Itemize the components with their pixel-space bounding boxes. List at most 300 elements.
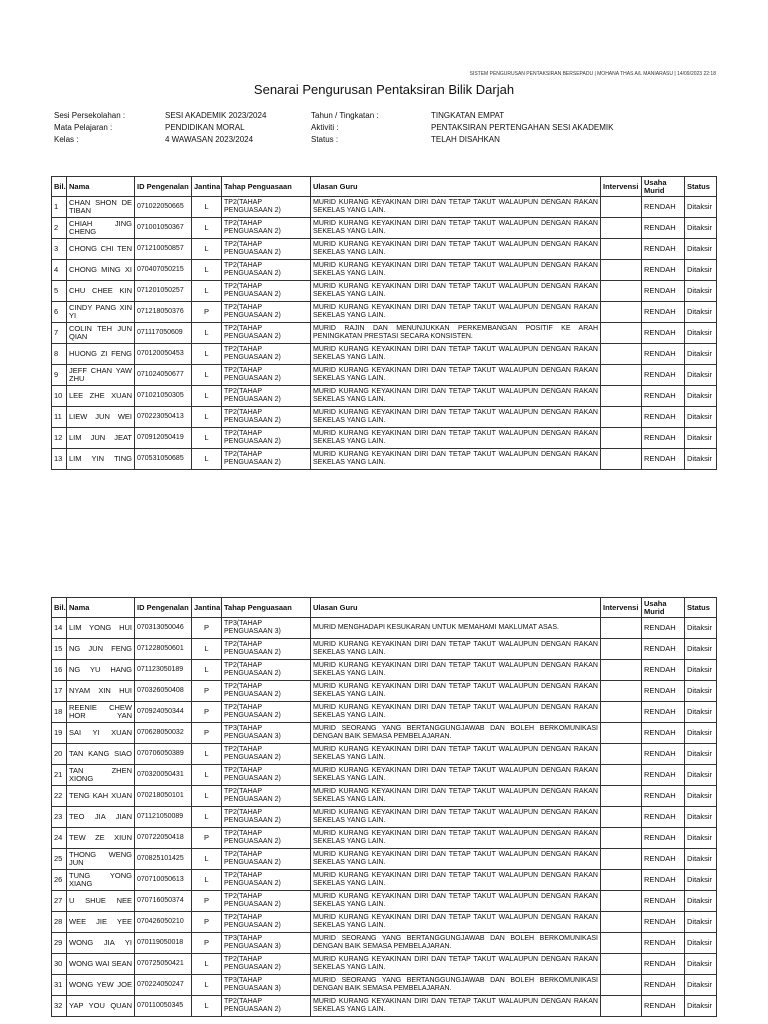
cell-nama: LIM YONG HUI: [67, 618, 135, 639]
cell-status: Ditaksir: [685, 449, 717, 470]
cell-nama: LIM YIN TING: [67, 449, 135, 470]
cell-id: 070722050418: [135, 828, 192, 849]
cell-jantina: P: [192, 681, 222, 702]
table-row: [52, 639, 717, 660]
cell-bil: 26: [52, 870, 67, 891]
meta-aktiviti-label: Aktiviti :: [311, 123, 339, 132]
cell-tahap: TP3(TAHAP PENGUASAAN 3): [222, 975, 311, 996]
table-row: [52, 344, 717, 365]
table-row: [52, 807, 717, 828]
cell-jantina: L: [192, 954, 222, 975]
cell-tahap: TP3(TAHAP PENGUASAAN 3): [222, 933, 311, 954]
cell-usaha: RENDAH: [642, 891, 685, 912]
cell-jantina: L: [192, 365, 222, 386]
cell-intervensi: [601, 239, 642, 260]
cell-tahap: TP2(TAHAP PENGUASAAN 2): [222, 218, 311, 239]
cell-nama: TAN ZHEN XIONG: [67, 765, 135, 786]
meta-sesi-label: Sesi Persekolahan :: [54, 111, 126, 120]
cell-usaha: RENDAH: [642, 660, 685, 681]
cell-tahap: TP2(TAHAP PENGUASAAN 2): [222, 996, 311, 1017]
cell-tahap: TP2(TAHAP PENGUASAAN 2): [222, 239, 311, 260]
cell-nama: YAP YOU QUAN: [67, 996, 135, 1017]
cell-nama: LIM JUN JEAT: [67, 428, 135, 449]
table-row: [52, 912, 717, 933]
page-title: Senarai Pengurusan Pentaksiran Bilik Darjah: [253, 82, 515, 97]
cell-intervensi: [601, 407, 642, 428]
column-header-jantina: Jantina: [192, 177, 222, 197]
cell-ulasan: MURID RAJIN DAN MENUNJUKKAN PERKEMBANGAN POSITIF KE ARAH PENINGKATAN PRESTASI SECARA KONSISTEN.: [311, 323, 601, 344]
cell-status: Ditaksir: [685, 281, 717, 302]
cell-ulasan: MURID KURANG KEYAKINAN DIRI DAN TETAP TAKUT WALAUPUN DENGAN RAKAN SEKELAS YANG LAIN.: [311, 428, 601, 449]
cell-nama: TENG KAH XUAN: [67, 786, 135, 807]
cell-bil: 16: [52, 660, 67, 681]
cell-status: Ditaksir: [685, 386, 717, 407]
cell-ulasan: MURID KURANG KEYAKINAN DIRI DAN TETAP TAKUT WALAUPUN DENGAN RAKAN SEKELAS YANG LAIN.: [311, 849, 601, 870]
cell-nama: WONG JIA YI: [67, 933, 135, 954]
cell-jantina: L: [192, 239, 222, 260]
table-row: [52, 870, 717, 891]
cell-intervensi: [601, 681, 642, 702]
cell-id: 070531050685: [135, 449, 192, 470]
table-row: [52, 744, 717, 765]
cell-id: 070628050032: [135, 723, 192, 744]
cell-id: 070706050389: [135, 744, 192, 765]
cell-tahap: TP2(TAHAP PENGUASAAN 2): [222, 281, 311, 302]
cell-status: Ditaksir: [685, 239, 717, 260]
cell-jantina: P: [192, 618, 222, 639]
table-row: [52, 407, 717, 428]
table-row: [52, 365, 717, 386]
table-row: [52, 681, 717, 702]
cell-jantina: P: [192, 828, 222, 849]
cell-id: 071121050089: [135, 807, 192, 828]
cell-intervensi: [601, 281, 642, 302]
cell-tahap: TP2(TAHAP PENGUASAAN 2): [222, 744, 311, 765]
cell-bil: 8: [52, 344, 67, 365]
cell-intervensi: [601, 218, 642, 239]
cell-intervensi: [601, 639, 642, 660]
cell-nama: TEW ZE XIUN: [67, 828, 135, 849]
cell-bil: 6: [52, 302, 67, 323]
cell-tahap: TP2(TAHAP PENGUASAAN 2): [222, 365, 311, 386]
cell-id: 071024050677: [135, 365, 192, 386]
column-header-status: Status: [685, 177, 717, 197]
cell-id: 070326050408: [135, 681, 192, 702]
cell-status: Ditaksir: [685, 786, 717, 807]
assessment-table-1: [51, 176, 717, 470]
cell-status: Ditaksir: [685, 660, 717, 681]
table-row: [52, 849, 717, 870]
cell-usaha: RENDAH: [642, 386, 685, 407]
cell-jantina: L: [192, 786, 222, 807]
table-row: [52, 765, 717, 786]
cell-status: Ditaksir: [685, 933, 717, 954]
cell-bil: 17: [52, 681, 67, 702]
meta-aktiviti-value: PENTAKSIRAN PERTENGAHAN SESI AKADEMIK: [431, 123, 614, 132]
cell-usaha: RENDAH: [642, 260, 685, 281]
cell-intervensi: [601, 323, 642, 344]
column-header-bil: Bil.: [52, 598, 67, 618]
cell-ulasan: MURID SEORANG YANG BERTANGGUNGJAWAB DAN BOLEH BERKOMUNIKASI DENGAN BAIK SEMASA PEMBELAJARAN.: [311, 933, 601, 954]
cell-nama: REENIE CHEW HOR YAN: [67, 702, 135, 723]
cell-nama: TAN KANG SIAO: [67, 744, 135, 765]
cell-status: Ditaksir: [685, 681, 717, 702]
cell-usaha: RENDAH: [642, 218, 685, 239]
cell-id: 071210050857: [135, 239, 192, 260]
cell-intervensi: [601, 996, 642, 1017]
cell-id: 070119050018: [135, 933, 192, 954]
cell-tahap: TP3(TAHAP PENGUASAAN 3): [222, 723, 311, 744]
table-row: [52, 302, 717, 323]
cell-ulasan: MURID KURANG KEYAKINAN DIRI DAN TETAP TAKUT WALAUPUN DENGAN RAKAN SEKELAS YANG LAIN.: [311, 786, 601, 807]
cell-ulasan: MURID KURANG KEYAKINAN DIRI DAN TETAP TAKUT WALAUPUN DENGAN RAKAN SEKELAS YANG LAIN.: [311, 891, 601, 912]
cell-bil: 3: [52, 239, 67, 260]
cell-ulasan: MURID KURANG KEYAKINAN DIRI DAN TETAP TAKUT WALAUPUN DENGAN RAKAN SEKELAS YANG LAIN.: [311, 996, 601, 1017]
table-row: [52, 954, 717, 975]
cell-status: Ditaksir: [685, 260, 717, 281]
meta-status-label: Status :: [311, 135, 339, 144]
cell-bil: 19: [52, 723, 67, 744]
cell-nama: LEE ZHE XUAN: [67, 386, 135, 407]
cell-tahap: TP2(TAHAP PENGUASAAN 2): [222, 660, 311, 681]
cell-jantina: L: [192, 765, 222, 786]
cell-ulasan: MURID KURANG KEYAKINAN DIRI DAN TETAP TAKUT WALAUPUN DENGAN RAKAN SEKELAS YANG LAIN.: [311, 954, 601, 975]
cell-jantina: P: [192, 891, 222, 912]
cell-nama: WONG WAI SEAN: [67, 954, 135, 975]
cell-usaha: RENDAH: [642, 407, 685, 428]
cell-intervensi: [601, 870, 642, 891]
cell-intervensi: [601, 702, 642, 723]
cell-bil: 27: [52, 891, 67, 912]
cell-bil: 21: [52, 765, 67, 786]
cell-tahap: TP2(TAHAP PENGUASAAN 2): [222, 407, 311, 428]
cell-intervensi: [601, 386, 642, 407]
cell-tahap: TP2(TAHAP PENGUASAAN 2): [222, 912, 311, 933]
cell-tahap: TP2(TAHAP PENGUASAAN 2): [222, 639, 311, 660]
cell-usaha: RENDAH: [642, 849, 685, 870]
cell-usaha: RENDAH: [642, 428, 685, 449]
assessment-table-2: [51, 597, 717, 1017]
cell-usaha: RENDAH: [642, 765, 685, 786]
cell-id: 070912050419: [135, 428, 192, 449]
cell-status: Ditaksir: [685, 828, 717, 849]
table-row: [52, 891, 717, 912]
cell-status: Ditaksir: [685, 407, 717, 428]
cell-nama: NYAM XIN HUI: [67, 681, 135, 702]
cell-usaha: RENDAH: [642, 323, 685, 344]
table-row: [52, 723, 717, 744]
cell-ulasan: MURID KURANG KEYAKINAN DIRI DAN TETAP TAKUT WALAUPUN DENGAN RAKAN SEKELAS YANG LAIN.: [311, 765, 601, 786]
cell-tahap: TP2(TAHAP PENGUASAAN 2): [222, 849, 311, 870]
cell-nama: WONG YEW JOE: [67, 975, 135, 996]
cell-usaha: RENDAH: [642, 912, 685, 933]
cell-status: Ditaksir: [685, 807, 717, 828]
cell-id: 070110050345: [135, 996, 192, 1017]
cell-tahap: TP2(TAHAP PENGUASAAN 2): [222, 449, 311, 470]
cell-jantina: P: [192, 912, 222, 933]
cell-id: 070407050215: [135, 260, 192, 281]
cell-id: 070426050210: [135, 912, 192, 933]
cell-bil: 29: [52, 933, 67, 954]
cell-bil: 31: [52, 975, 67, 996]
column-header-intervensi: Intervensi: [601, 598, 642, 618]
column-header-id: ID Pengenalan: [135, 177, 192, 197]
cell-id: 070218050101: [135, 786, 192, 807]
column-header-ulasan: Ulasan Guru: [311, 598, 601, 618]
cell-intervensi: [601, 828, 642, 849]
column-header-intervensi: Intervensi: [601, 177, 642, 197]
cell-intervensi: [601, 786, 642, 807]
column-header-status: Status: [685, 598, 717, 618]
table-row: [52, 260, 717, 281]
cell-bil: 18: [52, 702, 67, 723]
cell-nama: CHONG CHI TEN: [67, 239, 135, 260]
cell-intervensi: [601, 660, 642, 681]
cell-status: Ditaksir: [685, 197, 717, 218]
cell-ulasan: MURID KURANG KEYAKINAN DIRI DAN TETAP TAKUT WALAUPUN DENGAN RAKAN SEKELAS YANG LAIN.: [311, 449, 601, 470]
cell-jantina: L: [192, 449, 222, 470]
cell-jantina: L: [192, 744, 222, 765]
cell-status: Ditaksir: [685, 639, 717, 660]
cell-tahap: TP2(TAHAP PENGUASAAN 2): [222, 891, 311, 912]
cell-bil: 11: [52, 407, 67, 428]
cell-bil: 15: [52, 639, 67, 660]
cell-usaha: RENDAH: [642, 996, 685, 1017]
cell-intervensi: [601, 933, 642, 954]
cell-bil: 10: [52, 386, 67, 407]
cell-jantina: P: [192, 702, 222, 723]
table-row: [52, 618, 717, 639]
cell-nama: SAI YI XUAN: [67, 723, 135, 744]
meta-tahun-label: Tahun / Tingkatan :: [311, 111, 379, 120]
cell-bil: 7: [52, 323, 67, 344]
cell-ulasan: MURID KURANG KEYAKINAN DIRI DAN TETAP TAKUT WALAUPUN DENGAN RAKAN SEKELAS YANG LAIN.: [311, 660, 601, 681]
table-row: [52, 218, 717, 239]
cell-usaha: RENDAH: [642, 744, 685, 765]
cell-jantina: L: [192, 807, 222, 828]
column-header-usaha: Usaha Murid: [642, 177, 685, 197]
cell-nama: LIEW JUN WEI: [67, 407, 135, 428]
column-header-tahap: Tahap Penguasaan: [222, 598, 311, 618]
cell-jantina: L: [192, 197, 222, 218]
cell-ulasan: MURID KURANG KEYAKINAN DIRI DAN TETAP TAKUT WALAUPUN DENGAN RAKAN SEKELAS YANG LAIN.: [311, 197, 601, 218]
cell-jantina: L: [192, 386, 222, 407]
cell-intervensi: [601, 428, 642, 449]
cell-jantina: L: [192, 660, 222, 681]
cell-ulasan: MURID KURANG KEYAKINAN DIRI DAN TETAP TAKUT WALAUPUN DENGAN RAKAN SEKELAS YANG LAIN.: [311, 870, 601, 891]
cell-jantina: L: [192, 975, 222, 996]
cell-nama: CHONG MING XI: [67, 260, 135, 281]
cell-tahap: TP2(TAHAP PENGUASAAN 2): [222, 954, 311, 975]
cell-usaha: RENDAH: [642, 723, 685, 744]
cell-jantina: L: [192, 323, 222, 344]
cell-id: 070725050421: [135, 954, 192, 975]
cell-status: Ditaksir: [685, 365, 717, 386]
cell-bil: 13: [52, 449, 67, 470]
cell-nama: NG YU HANG: [67, 660, 135, 681]
cell-usaha: RENDAH: [642, 239, 685, 260]
cell-jantina: L: [192, 407, 222, 428]
cell-tahap: TP2(TAHAP PENGUASAAN 2): [222, 302, 311, 323]
table-row: [52, 449, 717, 470]
cell-nama: CHAN SHON DE TIBAN: [67, 197, 135, 218]
table-header-row: [52, 177, 717, 197]
column-header-nama: Nama: [67, 177, 135, 197]
cell-usaha: RENDAH: [642, 197, 685, 218]
cell-status: Ditaksir: [685, 954, 717, 975]
cell-bil: 1: [52, 197, 67, 218]
cell-status: Ditaksir: [685, 723, 717, 744]
cell-status: Ditaksir: [685, 618, 717, 639]
cell-id: 071117050609: [135, 323, 192, 344]
cell-usaha: RENDAH: [642, 807, 685, 828]
cell-usaha: RENDAH: [642, 281, 685, 302]
cell-status: Ditaksir: [685, 323, 717, 344]
cell-intervensi: [601, 975, 642, 996]
cell-ulasan: MURID KURANG KEYAKINAN DIRI DAN TETAP TAKUT WALAUPUN DENGAN RAKAN SEKELAS YANG LAIN.: [311, 828, 601, 849]
cell-jantina: L: [192, 849, 222, 870]
cell-status: Ditaksir: [685, 891, 717, 912]
cell-usaha: RENDAH: [642, 786, 685, 807]
cell-tahap: TP2(TAHAP PENGUASAAN 2): [222, 807, 311, 828]
cell-nama: NG JUN FENG: [67, 639, 135, 660]
cell-bil: 20: [52, 744, 67, 765]
cell-tahap: TP2(TAHAP PENGUASAAN 2): [222, 828, 311, 849]
cell-ulasan: MURID SEORANG YANG BERTANGGUNGJAWAB DAN BOLEH BERKOMUNIKASI DENGAN BAIK SEMASA PEMBELAJARAN.: [311, 723, 601, 744]
cell-bil: 24: [52, 828, 67, 849]
cell-id: 070320050431: [135, 765, 192, 786]
cell-status: Ditaksir: [685, 849, 717, 870]
cell-jantina: L: [192, 428, 222, 449]
column-header-usaha: Usaha Murid: [642, 598, 685, 618]
cell-ulasan: MURID KURANG KEYAKINAN DIRI DAN TETAP TAKUT WALAUPUN DENGAN RAKAN SEKELAS YANG LAIN.: [311, 218, 601, 239]
cell-nama: HUONG ZI FENG: [67, 344, 135, 365]
cell-intervensi: [601, 912, 642, 933]
cell-ulasan: MURID KURANG KEYAKINAN DIRI DAN TETAP TAKUT WALAUPUN DENGAN RAKAN SEKELAS YANG LAIN.: [311, 260, 601, 281]
column-header-ulasan: Ulasan Guru: [311, 177, 601, 197]
cell-ulasan: MURID KURANG KEYAKINAN DIRI DAN TETAP TAKUT WALAUPUN DENGAN RAKAN SEKELAS YANG LAIN.: [311, 744, 601, 765]
cell-nama: CHU CHEE KIN: [67, 281, 135, 302]
cell-ulasan: MURID KURANG KEYAKINAN DIRI DAN TETAP TAKUT WALAUPUN DENGAN RAKAN SEKELAS YANG LAIN.: [311, 702, 601, 723]
table-row: [52, 281, 717, 302]
cell-tahap: TP2(TAHAP PENGUASAAN 2): [222, 197, 311, 218]
cell-intervensi: [601, 849, 642, 870]
cell-ulasan: MURID KURANG KEYAKINAN DIRI DAN TETAP TAKUT WALAUPUN DENGAN RAKAN SEKELAS YANG LAIN.: [311, 639, 601, 660]
table-row: [52, 660, 717, 681]
cell-tahap: TP2(TAHAP PENGUASAAN 2): [222, 681, 311, 702]
cell-tahap: TP3(TAHAP PENGUASAAN 3): [222, 618, 311, 639]
cell-ulasan: MURID KURANG KEYAKINAN DIRI DAN TETAP TAKUT WALAUPUN DENGAN RAKAN SEKELAS YANG LAIN.: [311, 407, 601, 428]
cell-usaha: RENDAH: [642, 702, 685, 723]
cell-intervensi: [601, 260, 642, 281]
table-row: [52, 239, 717, 260]
table-header-row: [52, 598, 717, 618]
cell-bil: 2: [52, 218, 67, 239]
cell-status: Ditaksir: [685, 744, 717, 765]
cell-bil: 30: [52, 954, 67, 975]
cell-nama: COLIN TEH JUN QIAN: [67, 323, 135, 344]
table-row: [52, 996, 717, 1017]
cell-status: Ditaksir: [685, 702, 717, 723]
cell-id: 071228050601: [135, 639, 192, 660]
cell-nama: THONG WENG JUN: [67, 849, 135, 870]
cell-intervensi: [601, 365, 642, 386]
cell-usaha: RENDAH: [642, 681, 685, 702]
cell-usaha: RENDAH: [642, 302, 685, 323]
cell-ulasan: MURID KURANG KEYAKINAN DIRI DAN TETAP TAKUT WALAUPUN DENGAN RAKAN SEKELAS YANG LAIN.: [311, 912, 601, 933]
cell-intervensi: [601, 197, 642, 218]
cell-ulasan: MURID KURANG KEYAKINAN DIRI DAN TETAP TAKUT WALAUPUN DENGAN RAKAN SEKELAS YANG LAIN.: [311, 807, 601, 828]
cell-intervensi: [601, 723, 642, 744]
cell-intervensi: [601, 765, 642, 786]
cell-usaha: RENDAH: [642, 618, 685, 639]
cell-bil: 14: [52, 618, 67, 639]
cell-status: Ditaksir: [685, 302, 717, 323]
cell-intervensi: [601, 807, 642, 828]
table-row: [52, 786, 717, 807]
table-row: [52, 428, 717, 449]
cell-ulasan: MURID KURANG KEYAKINAN DIRI DAN TETAP TAKUT WALAUPUN DENGAN RAKAN SEKELAS YANG LAIN.: [311, 365, 601, 386]
table-row: [52, 933, 717, 954]
cell-intervensi: [601, 302, 642, 323]
cell-id: 070825101425: [135, 849, 192, 870]
cell-bil: 9: [52, 365, 67, 386]
cell-bil: 28: [52, 912, 67, 933]
cell-status: Ditaksir: [685, 912, 717, 933]
cell-jantina: P: [192, 933, 222, 954]
cell-id: 071021050305: [135, 386, 192, 407]
cell-usaha: RENDAH: [642, 954, 685, 975]
cell-id: 070223050413: [135, 407, 192, 428]
table-row: [52, 197, 717, 218]
cell-jantina: L: [192, 870, 222, 891]
system-info-line: SISTEM PENGURUSAN PENTAKSIRAN BERSEPADU | MOHANA THAS A/L MANIARASU | 14/09/2023 22:18: [469, 71, 716, 77]
cell-id: 071218050376: [135, 302, 192, 323]
cell-tahap: TP2(TAHAP PENGUASAAN 2): [222, 428, 311, 449]
cell-bil: 4: [52, 260, 67, 281]
table-row: [52, 386, 717, 407]
cell-ulasan: MURID SEORANG YANG BERTANGGUNGJAWAB DAN BOLEH BERKOMUNIKASI DENGAN BAIK SEMASA PEMBELAJARAN.: [311, 975, 601, 996]
cell-tahap: TP2(TAHAP PENGUASAAN 2): [222, 260, 311, 281]
cell-id: 070710050613: [135, 870, 192, 891]
cell-usaha: RENDAH: [642, 344, 685, 365]
cell-ulasan: MURID MENGHADAPI KESUKARAN UNTUK MEMAHAMI MAKLUMAT ASAS.: [311, 618, 601, 639]
cell-jantina: L: [192, 639, 222, 660]
meta-mata-label: Mata Pelajaran :: [54, 123, 113, 132]
cell-intervensi: [601, 744, 642, 765]
cell-bil: 22: [52, 786, 67, 807]
cell-id: 071001050367: [135, 218, 192, 239]
meta-kelas-value: 4 WAWASAN 2023/2024: [165, 135, 254, 144]
cell-bil: 32: [52, 996, 67, 1017]
cell-ulasan: MURID KURANG KEYAKINAN DIRI DAN TETAP TAKUT WALAUPUN DENGAN RAKAN SEKELAS YANG LAIN.: [311, 302, 601, 323]
column-header-bil: Bil.: [52, 177, 67, 197]
cell-tahap: TP2(TAHAP PENGUASAAN 2): [222, 786, 311, 807]
cell-status: Ditaksir: [685, 765, 717, 786]
meta-sesi-value: SESI AKADEMIK 2023/2024: [165, 111, 267, 120]
column-header-tahap: Tahap Penguasaan: [222, 177, 311, 197]
cell-nama: TEO JIA JIAN: [67, 807, 135, 828]
cell-jantina: P: [192, 302, 222, 323]
cell-id: 070120050453: [135, 344, 192, 365]
cell-id: 071022050665: [135, 197, 192, 218]
cell-status: Ditaksir: [685, 996, 717, 1017]
cell-nama: CHIAH JING CHENG: [67, 218, 135, 239]
cell-id: 071123050189: [135, 660, 192, 681]
cell-intervensi: [601, 954, 642, 975]
cell-nama: JEFF CHAN YAW ZHU: [67, 365, 135, 386]
cell-ulasan: MURID KURANG KEYAKINAN DIRI DAN TETAP TAKUT WALAUPUN DENGAN RAKAN SEKELAS YANG LAIN.: [311, 386, 601, 407]
